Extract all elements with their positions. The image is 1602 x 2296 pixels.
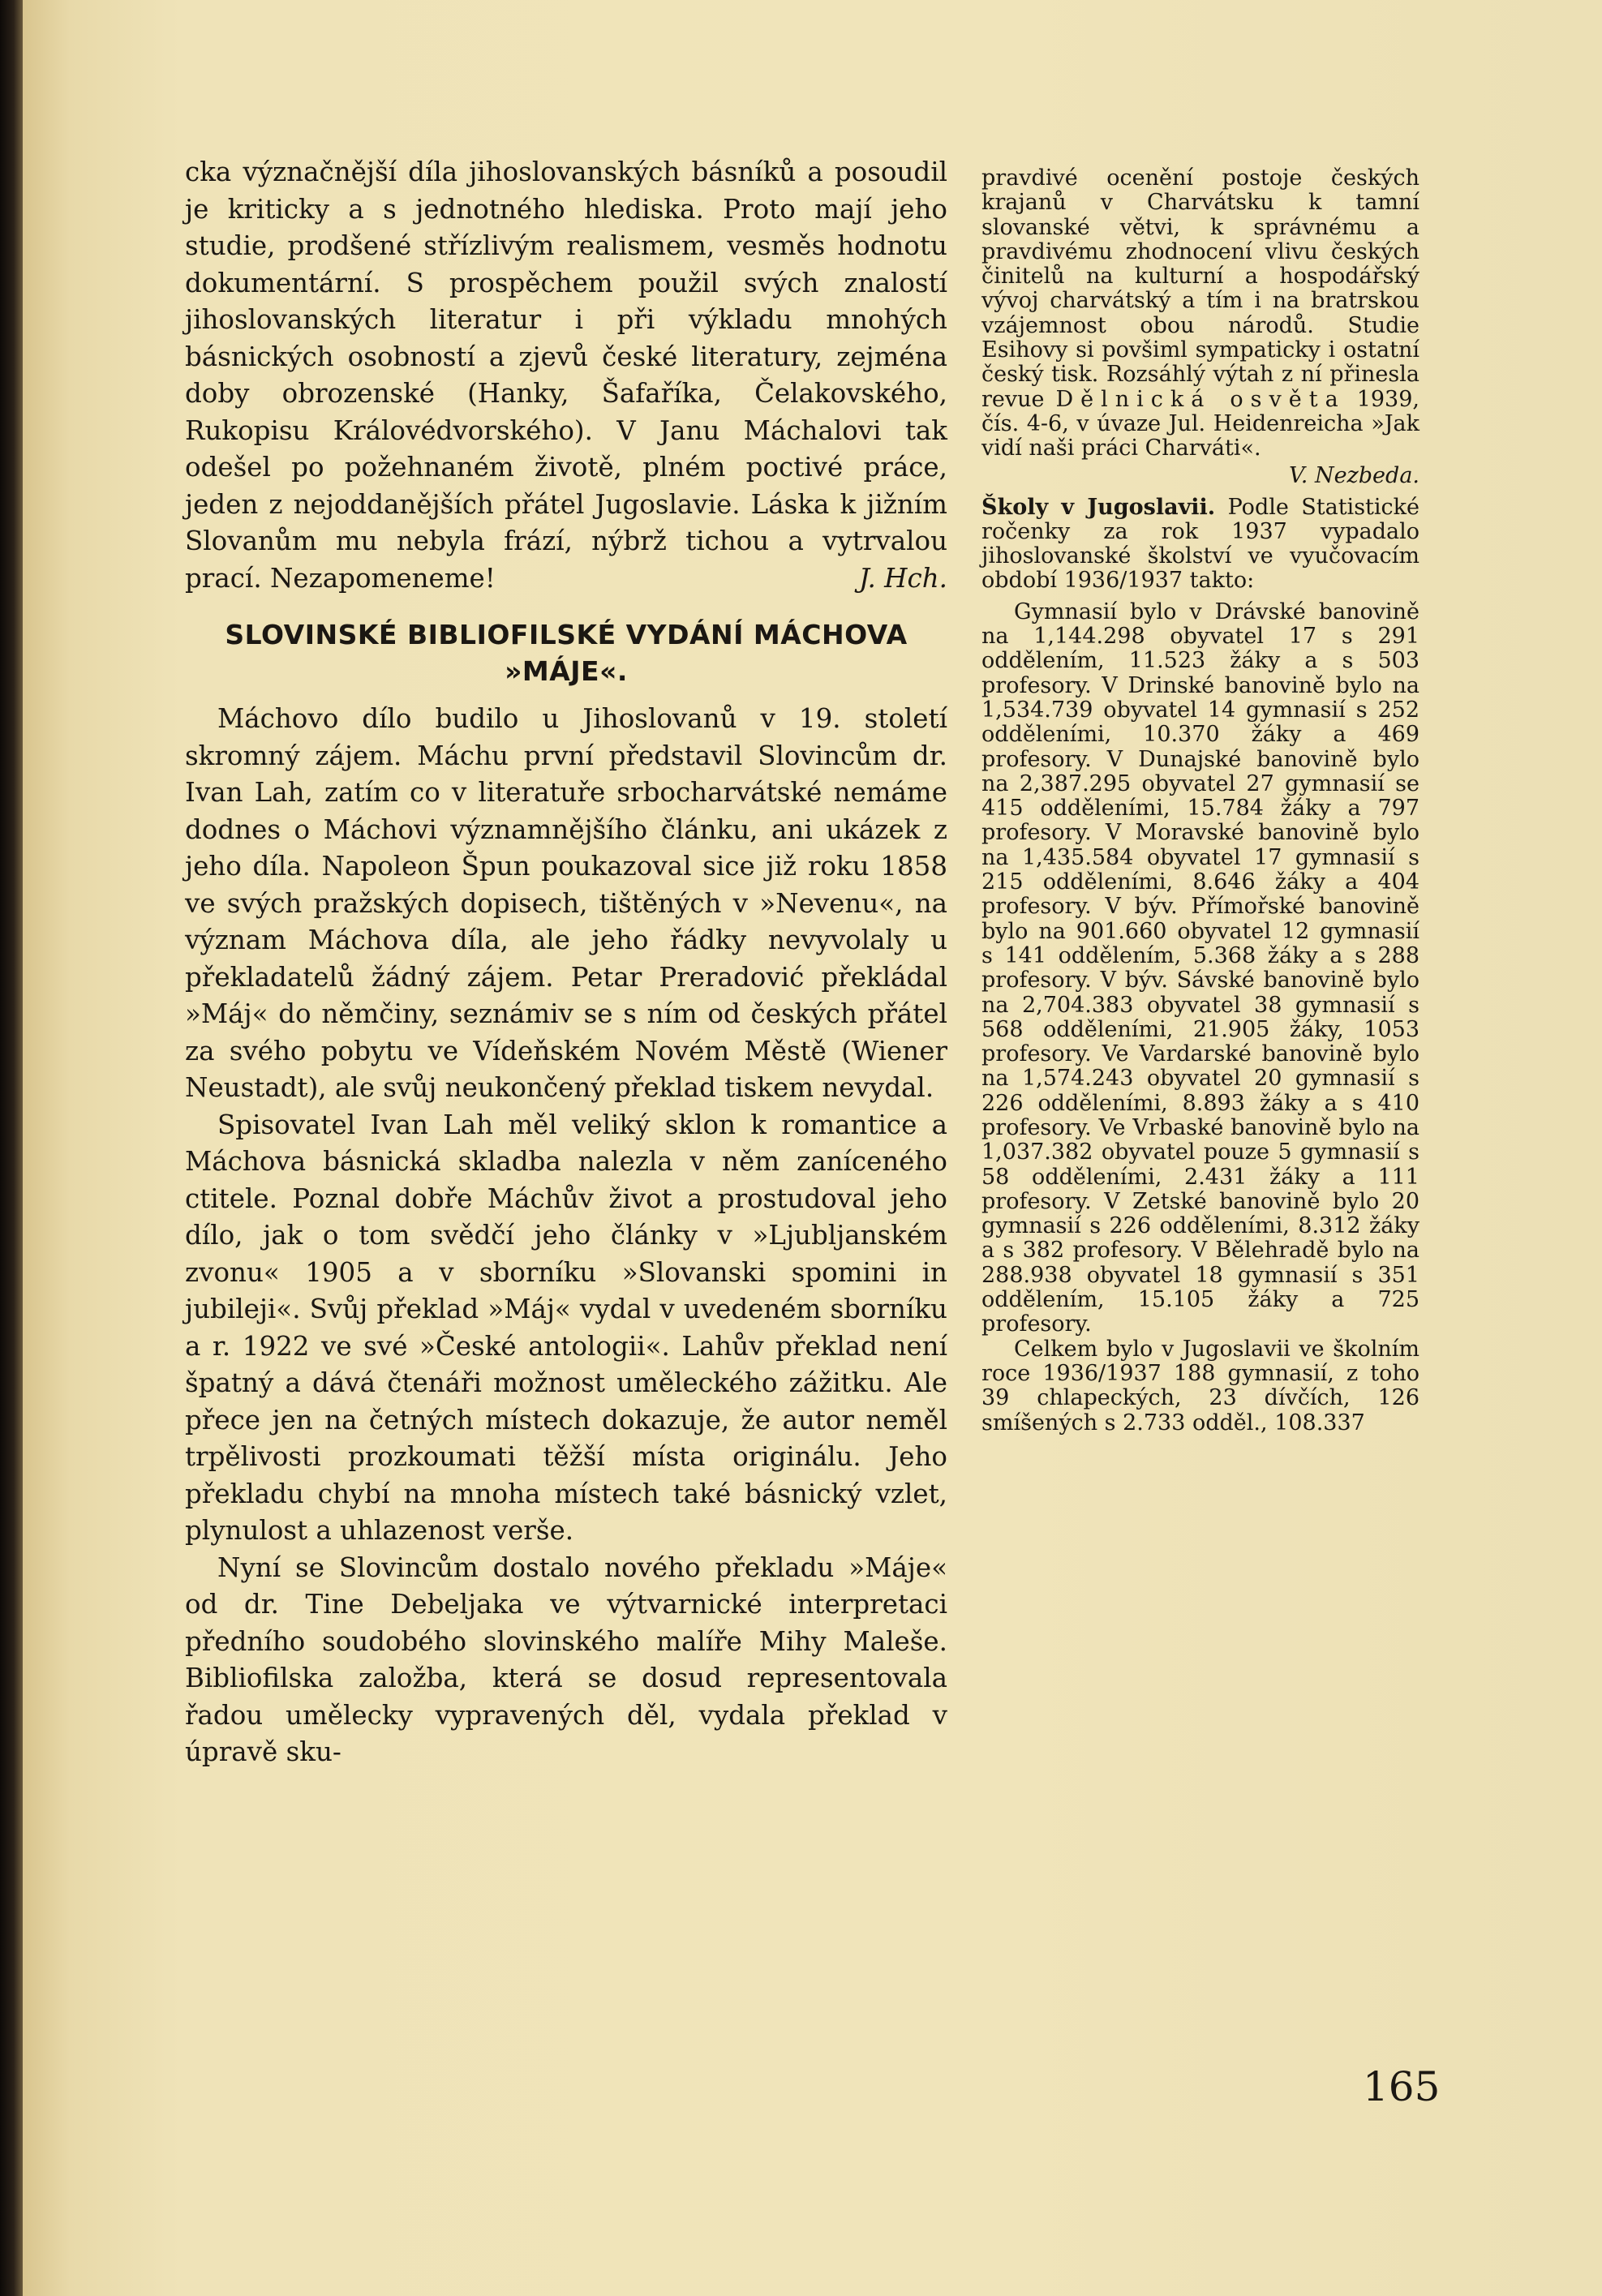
paragraph-schools-intro bbox=[981, 496, 1419, 594]
paragraph-text: cka význačnější díla jihoslovanských básníků a posoudil je kriticky a s jednotného hlediska. Proto mají jeho studie, prodšené střízlivým realismem, vesměs hodnotu dokumentární. S prospěchem použil svých znalostí jihoslovanských literatur i při výkladu mnohých básnických osobností a zjevů české literatury, zejména doby obrozenské (Hanky, Šafaříka, Čelakovského, Rukopisu Královédvorského). V Janu Máchalovi tak odešel po požehnaném životě, plném poctivé práce, jeden z nejoddanějších přátel Jugoslavie. Láska k jižním Slovanům mu nebyla frází, nýbrž tichou a vytrvalou prací. Nezapomeneme! bbox=[185, 157, 947, 594]
paragraph: Máchovo dílo budilo u Jihoslovanů v 19. století skromný zájem. Máchu první představil Slovincům dr. Ivan Lah, zatím co v literatuře srbocharvátské nemáme dodnes o Máchovi významnějšího článku, ani ukázek z jeho díla. Napoleon Špun poukazoval sice již roku 1858 ve svých pražských dopisech, tištěných v »Nevenu«, na význam Máchova díla, ale jeho řádky nevyvolaly u překladatelů žádný zájem. Petar Preradović překládal »Máj« do němčiny, seznámiv se s ním od českých přátel za svého pobytu ve Vídeňském Novém Městě (Wiener Neustadt), ale svůj neukončený překlad tiskem nevydal. bbox=[185, 703, 947, 1103]
paragraph-esih-study-end bbox=[981, 166, 1419, 461]
author-signature: J. Hch. bbox=[859, 562, 947, 594]
author-signature: V. Nezbeda. bbox=[1289, 462, 1419, 488]
page-number: 165 bbox=[1363, 2063, 1441, 2110]
article-heading: SLOVINSKÉ BIBLIOFILSKÉ VYDÁNÍ MÁCHOVA »MÁJE«. bbox=[225, 619, 908, 687]
paragraph: Spisovatel Ivan Lah měl veliký sklon k romantice a Máchova básnická skladba nalezla v něm zaníceného ctitele. Poznal dobře Máchův život a prostudoval jeho dílo, jak o tom svědčí jeho články v »Ljubljanském zvonu« 1905 a v sborníku »Slovanski spomini in jubileji«. Svůj překlad »Máj« vydal v uvedeném sborníku a r. 1922 ve své »České antologii«. Lahův překlad není špatný a dává čtenáři možnost uměleckého zážitku. Ale přece jen na četných místech dokazuje, že autor neměl trpělivosti prozkoumati těžší místa originálu. Jeho překladu chybí na mnoha místech také básnický vzlet, plynulost a uhlazenost verše. bbox=[185, 1109, 947, 1546]
right-column bbox=[981, 166, 1419, 1436]
paragraph-text: 1939, čís. 4-6, v úvaze Jul. Heidenreicha »Jak vidí naši práci Charváti«. bbox=[981, 386, 1419, 461]
section-lead: Školy v Jugoslavii. bbox=[981, 494, 1216, 520]
paragraph-text: Podle Statistické ročenky za rok 1937 vypadalo jihoslovanské školství ve vyučovacím období 1936/1937 takto: bbox=[981, 494, 1419, 594]
book-page bbox=[23, 0, 1602, 2296]
left-column bbox=[185, 154, 947, 1771]
book-binding-edge bbox=[0, 0, 23, 2296]
paragraph-text: pravdivé ocenění postoje českých krajanů v Charvátsku k tamní slovanské větvi, k správnému a pravdivému zhodnocení vlivu českých činitelů na kulturní a hospodářský vývoj charvátský a tím i na bratrskou vzájemnost obou národů. Studie Esihovy si povšiml sympaticky i ostatní český tisk. Rozsáhlý výtah z ní přinesla revue bbox=[981, 165, 1419, 412]
paragraph: Nyní se Slovincům dostalo nového překladu »Máje« od dr. Tine Debeljaka ve výtvarnické interpretaci předního soudobého slovinského malíře Mihy Maleše. Bibliofilska založba, která se dosud representovala řadou umělecky vypravených děl, vydala překlad v úpravě sku- bbox=[185, 1551, 947, 1767]
journal-name: Dělnická osvěta bbox=[1055, 386, 1346, 412]
paragraph-gymnasium-statistics: Gymnasií bylo v Drávské banovině na 1,144.298 obyvatel 17 s 291 oddělením, 11.523 žáky a s 503 profesory. V Drinské banovině bylo na 1,534.739 obyvatel 14 gymnasií s 252 odděleními, 10.370 žáky a 469 profesory. V Dunajské banovině bylo na 2,387.295 obyvatel 27 gymnasií se 415 odděleními, 15.784 žáky a 797 profesory. V Moravské banovině bylo na 1,435.584 obyvatel 17 gymnasií s 215 odděleními, 8.646 žáky a 404 profesory. V býv. Přímořské banovině bylo na 901.660 obyvatel 12 gymnasií s 141 oddělením, 5.368 žáky a s 288 profesory. V býv. Sávské banovině bylo na 2,704.383 obyvatel 38 gymnasií s 568 odděleními, 21.905 žáky, 1053 profesory. Ve Vardarské banovině bylo na 1,574.243 obyvatel 20 gymnasií s 226 odděleními, 8.893 žáky a s 410 profesory. Ve Vrbaské banovině bylo na 1,037.382 obyvatel pouze 5 gymnasií s 58 odděleními, 2.431 žáky a 111 profesory. V Zetské banovině bylo 20 gymnasií s 226 odděleními, 8.312 žáky a s 382 profesory. V Bělehradě bylo na 288.938 obyvatel 18 gymnasií s 351 oddělením, 15.105 žáky a 725 profesory. bbox=[981, 599, 1419, 1337]
paragraph-totals: Celkem bylo v Jugoslavii ve školním roce 1936/1937 188 gymnasií, z toho 39 chlapeckých, 23 dívčích, 126 smíšených s 2.733 odděl., 108.337 bbox=[981, 1336, 1419, 1436]
paragraph-machal-obituary-end bbox=[185, 154, 947, 597]
